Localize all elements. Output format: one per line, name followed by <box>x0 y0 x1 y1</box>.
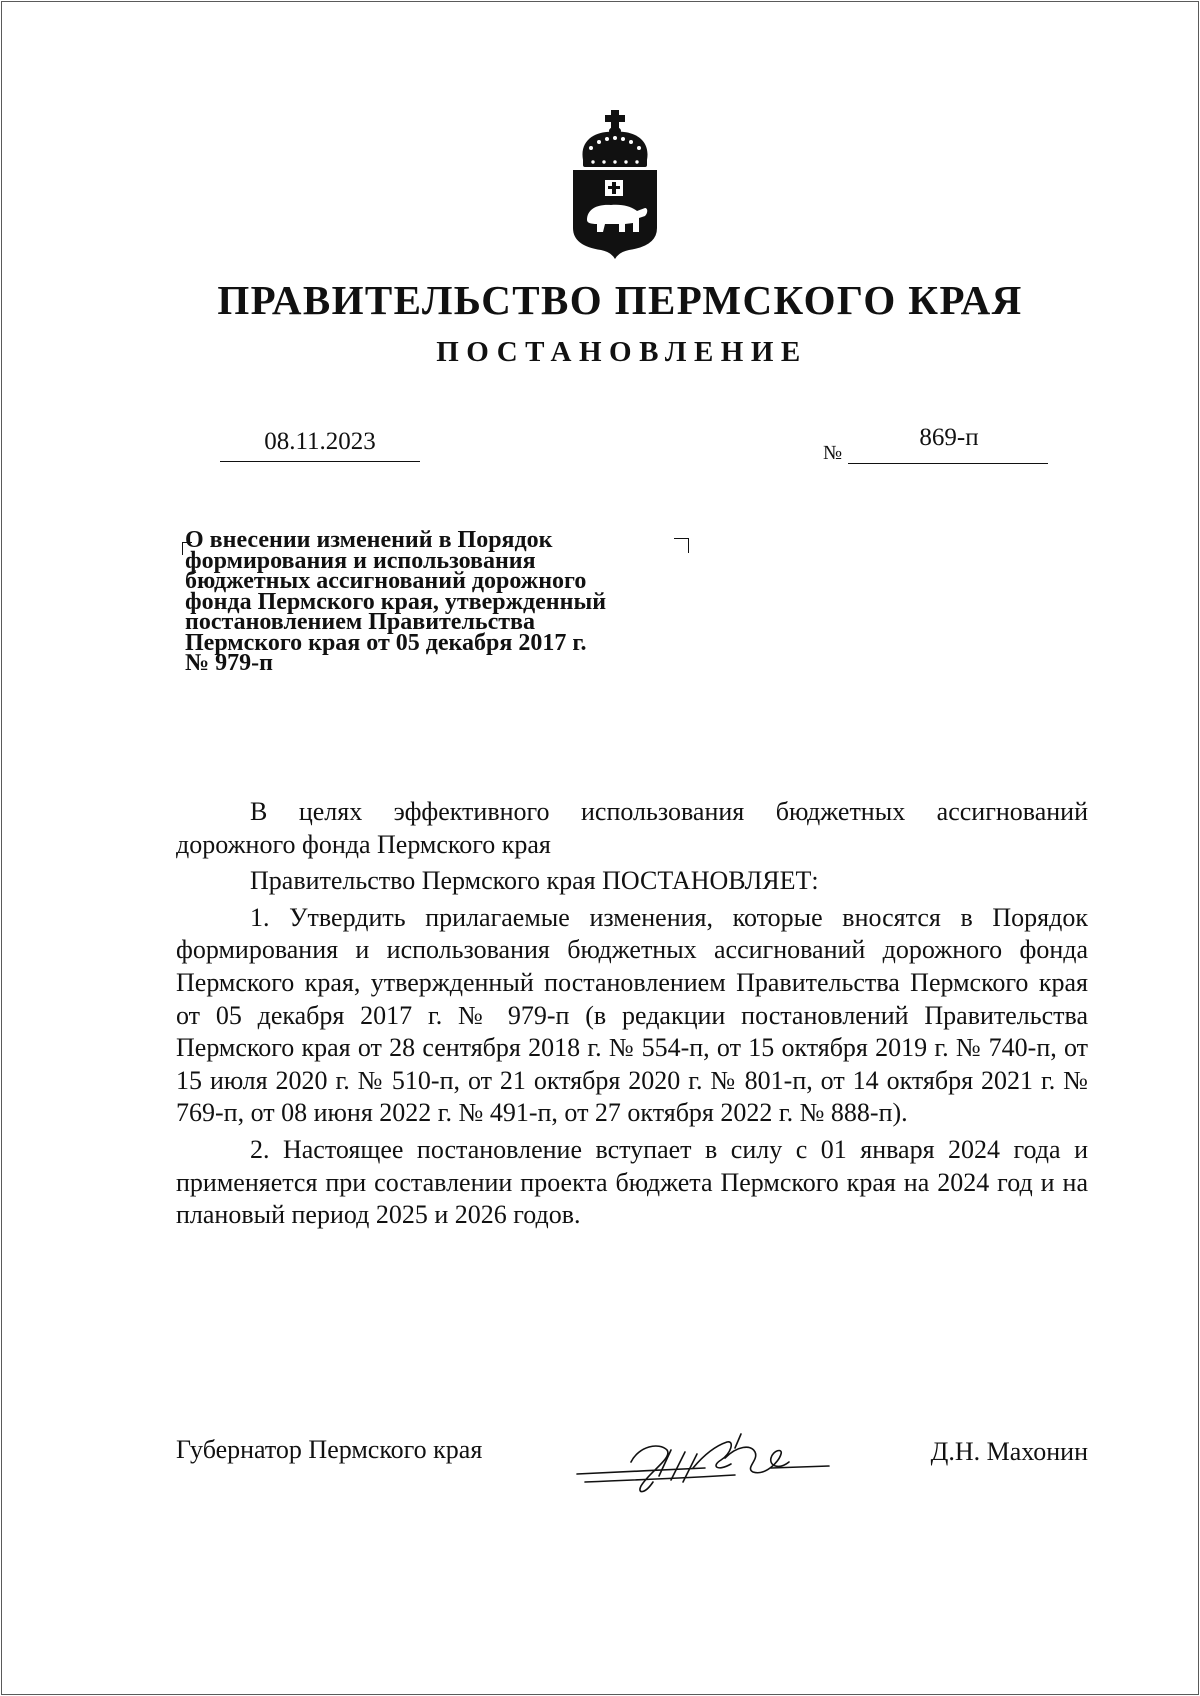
subject-line: постановлением Правительства <box>185 609 536 635</box>
document-date: 08.11.2023 <box>264 428 376 455</box>
number-sign: № <box>823 442 843 464</box>
subject-line: бюджетных ассигнований дорожного <box>185 568 587 594</box>
document-body <box>176 796 1088 1232</box>
subject-line: О внесении изменений в Порядок <box>185 527 553 553</box>
resolves-paragraph: Правительство Пермского края ПОСТАНОВЛЯЕТ: <box>250 866 819 896</box>
document-type-heading: ПОСТАНОВЛЕНИЕ <box>436 336 808 368</box>
clause-2-paragraph: 2. Настоящее постановление вступает в силу с 01 января 2024 года и применяется при составлении проекта бюджета Пермского края на 2024 год и на плановый период 2025 и 2026 годов. <box>176 1134 1088 1230</box>
subject-line: формирования и использования <box>185 547 536 574</box>
document-subject <box>185 527 705 676</box>
document-number: 869-п <box>919 424 979 451</box>
subject-line: фонда Пермского края, утвержденный <box>185 588 607 615</box>
handwritten-signature-icon <box>575 1428 830 1500</box>
subject-line: Пермского края от 05 декабря 2017 г. <box>185 629 587 656</box>
organization-title: ПРАВИТЕЛЬСТВО ПЕРМСКОГО КРАЯ <box>217 277 1023 323</box>
date-underline <box>220 461 420 462</box>
subject-line: № 979-п <box>185 650 273 676</box>
preamble-paragraph: В целях эффективного использования бюджетных ассигнований дорожного фонда Пермского края <box>176 797 1088 859</box>
coat-of-arms-icon <box>569 108 661 260</box>
signatory-position: Губернатор Пермского края <box>176 1435 483 1464</box>
signatory-name: Д.Н. Махонин <box>930 1437 1088 1466</box>
number-underline <box>848 463 1048 464</box>
clause-1-paragraph: 1. Утвердить прилагаемые изменения, которые вносятся в Порядок формирования и использования бюджетных ассигнований дорожного фонда Пермского края, утвержденный постановлением Правительства Пермского края от 05 декабря 2017 г. № 979-п (в редакции постановлений Правительства Пермского края от 28 сентября 2018 г. № 554-п, от 15 октября 2019 г. № 740-п, от 15 июля 2020 г. № 510-п, от 21 октября 2020 г. № 801-п, от 14 октября 2021 г. № 769-п, от 08 июня 2022 г. № 491-п, от 27 октября 2022 г. № 888-п). <box>176 902 1088 1128</box>
